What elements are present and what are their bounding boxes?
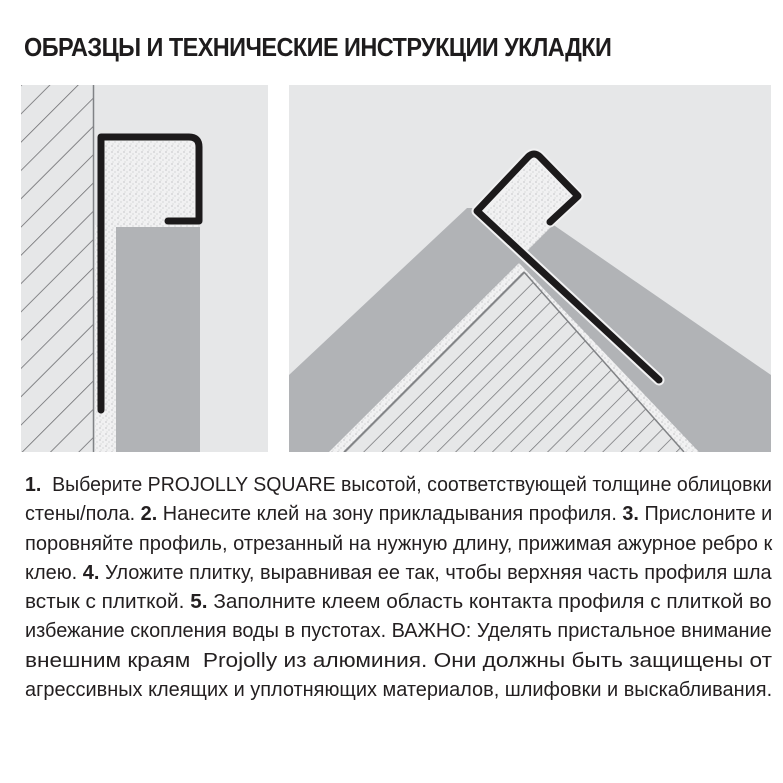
tile xyxy=(116,227,200,452)
step-number: 3. xyxy=(622,502,639,526)
instruction-line: клею. 4. Уложите плитку, выравнивая ее так, чтобы верхняя часть профиля шла xyxy=(25,560,772,584)
figure-wall-profile xyxy=(21,85,268,452)
corner-profile-diagram xyxy=(289,85,771,452)
instruction-line: агрессивных клеящих и уплотняющих материалов, шлифовки и выскабливания. xyxy=(25,678,773,702)
instruction-line: поровняйте профиль, отрезанный на нужную длину, прижимая ажурное ребро к xyxy=(25,531,773,555)
instruction-line: стены/пола. 2. Нанесите клей на зону прикладывания профиля. 3. Прислоните и xyxy=(25,502,773,526)
wall-profile-diagram xyxy=(21,85,268,452)
wall-substrate xyxy=(21,85,93,452)
instruction-line: внешним краям Projolly из алюминия. Они должны быть защищены от xyxy=(25,648,772,672)
installation-instructions xyxy=(25,470,772,704)
page-title: ОБРАЗЦЫ И ТЕХНИЧЕСКИЕ ИНСТРУКЦИИ УКЛАДКИ xyxy=(24,34,612,62)
step-number: 5. xyxy=(190,590,208,614)
instruction-line: 1. Выберите PROJOLLY SQUARE высотой, соответствующей толщине облицовки xyxy=(25,473,772,496)
instruction-line: встык с плиткой. 5. Заполните клеем область контакта профиля с плиткой во xyxy=(25,590,772,614)
step-number: 1. xyxy=(25,473,42,496)
figure-corner-profile xyxy=(289,85,771,452)
step-number: 2. xyxy=(140,502,158,526)
step-number: 4. xyxy=(82,560,100,584)
instruction-line: избежание скопления воды в пустотах. ВАЖНО: Уделять пристальное внимание xyxy=(25,619,772,643)
